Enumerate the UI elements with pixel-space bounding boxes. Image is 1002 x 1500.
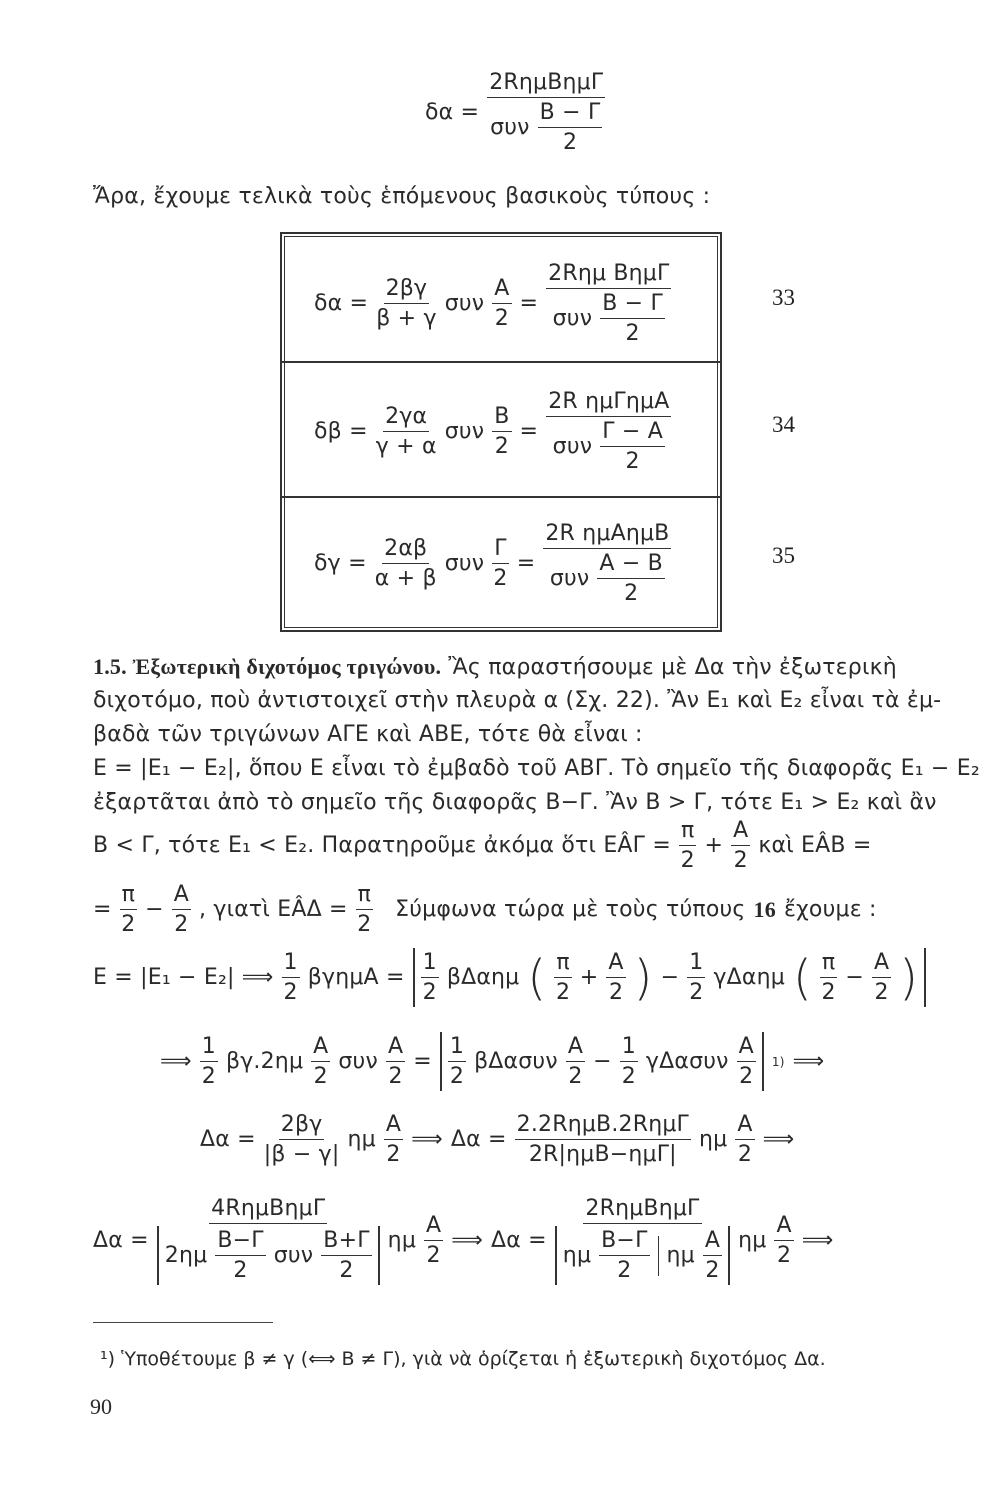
frac-num: A (566, 1034, 585, 1062)
half-fraction (448, 1034, 466, 1089)
frac-den: 2R|ημB−ημΓ| (528, 1142, 677, 1167)
frac-den: 2 (386, 1142, 401, 1167)
sin-label: ημ (387, 1228, 417, 1253)
frac-num: B−Γ (599, 1228, 649, 1256)
frac-den: 2 (705, 1258, 720, 1283)
frac-num: 2R ημAημB (543, 521, 671, 549)
frac-den: 2 (776, 1243, 792, 1268)
frac-den: 2 (357, 912, 372, 937)
half-fraction (620, 1034, 638, 1089)
frac-num: A − B (597, 551, 665, 579)
equation-term: βΔασυν (474, 1049, 558, 1074)
frac-num: 2βγ (384, 276, 430, 304)
half-fraction (687, 950, 705, 1005)
formula-reference: 16 (753, 896, 776, 922)
A-over-2 (566, 1034, 585, 1089)
formula-frac (600, 291, 665, 346)
equation-term: βΔαημ (446, 965, 520, 990)
footnote: ¹) Ὑποθέτουμε β ≠ γ (⟺ B ≠ Γ), γιὰ νὰ ὁρίζεται ἡ ἐξωτερικὴ διχοτόμος Δα. (100, 1348, 826, 1370)
frac-num: 2γα (383, 404, 429, 432)
frac-den: 2 (621, 1064, 636, 1089)
section-line-6 (93, 818, 872, 873)
frac-num: B − Γ (600, 291, 665, 319)
top-formula-lhs: δα = (425, 100, 480, 125)
frac-num: A (311, 1034, 330, 1062)
formula-frac (597, 551, 665, 606)
frac-num: 4RημBημΓ (209, 1196, 327, 1224)
section-line-2: διχοτόμο, ποὺ ἀντιστοιχεῖ στὴν πλευρὰ α (Σχ. 22). Ἂν E₁ καὶ E₂ εἶναι τὰ ἐμ- (93, 688, 942, 713)
frac-num: 2αβ (382, 536, 429, 564)
equation-term: βγημA = (307, 965, 405, 990)
A-over-2 (172, 882, 191, 937)
intro-text: Ἄρα, ἔχουμε τελικὰ τοὺς ἑπόμενους βασικοὺς τύπους : (93, 184, 711, 209)
formula-frac (376, 276, 436, 331)
section-line-7 (93, 882, 877, 937)
frac-num: Γ − A (600, 419, 665, 447)
top-formula-fraction (487, 70, 605, 155)
pi-over-2 (820, 950, 837, 1005)
section-text: καὶ EÂB = (758, 833, 872, 858)
sin-label: ημ (347, 1127, 376, 1152)
half-angle-fraction (538, 100, 603, 155)
formula-row-34 (282, 372, 720, 490)
frac-den: 2 (568, 1064, 583, 1089)
frac-num: A (735, 1112, 754, 1140)
formula-row-35 (282, 504, 720, 622)
half-angle-fraction (321, 1228, 371, 1283)
equation-term: βγ.2ημ (225, 1049, 304, 1074)
absolute-value (555, 1226, 730, 1285)
frac-den: α + β (374, 565, 437, 591)
frac-den (550, 549, 665, 606)
A-over-2 (737, 1034, 756, 1089)
frac-num: 2Rημ BημΓ (546, 261, 671, 289)
frac-num: 1 (200, 1034, 218, 1062)
frac-den: 2 (426, 1243, 441, 1268)
frac-den (157, 1224, 380, 1285)
left-paren: ( (527, 949, 547, 1006)
frac-den: 2 (625, 320, 640, 346)
frac-den: 2 (874, 980, 889, 1005)
frac-num: A (606, 950, 625, 978)
cos-label: συν (552, 305, 593, 331)
frac-den: 2 (388, 1064, 403, 1089)
frac-den: 2 (283, 980, 298, 1005)
implies-arrow: ⟹ (451, 1228, 484, 1253)
minus-sign: − (660, 965, 680, 990)
page-number: 90 (90, 1394, 112, 1419)
frac-num: 2R ημΓημA (546, 389, 671, 417)
A-over-2 (872, 950, 891, 1005)
frac-den: 2 (625, 448, 640, 474)
frac-den: 2 (821, 980, 836, 1005)
frac-num: A (872, 950, 891, 978)
equals-sign: = (519, 290, 539, 316)
equation-term: γΔαημ (713, 965, 785, 990)
frac-den: 2 (121, 912, 136, 937)
frac-num: 1 (448, 1034, 466, 1062)
section-line-4: E = |E₁ − E₂|, ὅπου E εἶναι τὸ ἐμβαδὸ τοῦ ABΓ. Τὸ σημεῖο τῆς διαφορᾶς E₁ − E₂ (93, 756, 980, 781)
equation-3 (200, 1112, 794, 1167)
equals-sign: = (519, 418, 539, 444)
formula-box (280, 232, 722, 632)
frac-num: 1 (282, 950, 300, 978)
frac-den: 2 (608, 980, 624, 1005)
frac-den: 2 (494, 433, 509, 459)
frac-den (553, 417, 665, 474)
frac-den: γ + α (375, 433, 437, 459)
frac-den: 2 (624, 580, 639, 606)
equation-frac (264, 1112, 340, 1167)
pi-over-2 (356, 882, 373, 937)
equation-frac (157, 1196, 380, 1285)
equation-lhs: Δα = (450, 1127, 507, 1152)
formula-frac (492, 276, 511, 331)
frac-den: 2 (233, 1258, 248, 1283)
formula-frac (492, 536, 508, 591)
top-formula-numerator: 2RημBημΓ (487, 70, 605, 98)
cos-label: συν (273, 1243, 314, 1268)
equals-sign: = (413, 1049, 432, 1074)
frac-den: 2 (201, 1064, 216, 1089)
A-over-2 (731, 818, 750, 873)
formula-lhs: δα = (314, 290, 369, 316)
section-line-1 (93, 654, 897, 680)
half-angle-fraction (215, 1228, 265, 1283)
equation-2 (160, 1032, 824, 1091)
frac-den: 2 (689, 980, 704, 1005)
cos-label: συν (552, 433, 593, 459)
frac-den: |β − γ| (263, 1142, 340, 1167)
plus-sign: + (579, 965, 599, 990)
formula-frac (492, 404, 511, 459)
frac-num: Γ (492, 536, 508, 564)
frac-num: 2.2RημB.2RημΓ (515, 1112, 691, 1140)
cos-label: συν (338, 1049, 378, 1074)
pi-over-2 (120, 882, 137, 937)
formula-frac (600, 419, 665, 474)
half-fraction (200, 1034, 218, 1089)
frac-num: A (172, 882, 191, 910)
top-formula-denominator (490, 98, 602, 155)
frac-num: 2βγ (279, 1112, 325, 1140)
sin-label: ημ (699, 1127, 728, 1152)
right-paren: ) (899, 949, 919, 1006)
implies-arrow: ⟹ (801, 1228, 834, 1253)
formula-row-33 (282, 244, 720, 362)
footnote-rule (93, 1322, 273, 1323)
cos-label: συν (549, 565, 590, 591)
formula-frac (543, 521, 671, 606)
left-paren: ( (792, 949, 812, 1006)
A-over-2 (606, 950, 625, 1005)
cos-label: συν (444, 290, 485, 316)
equation-4 (93, 1196, 833, 1285)
pi-over-2 (554, 950, 571, 1005)
absolute-value (440, 1032, 764, 1091)
formula-frac (375, 536, 437, 591)
equation-number-33: 33 (772, 285, 795, 310)
section-line-5: ἐξαρτᾶται ἀπὸ τὸ σημεῖο τῆς διαφορᾶς B−Γ. Ἂν B > Γ, τότε E₁ > E₂ καὶ ἂν (93, 790, 937, 815)
equation-number-34: 34 (772, 412, 795, 437)
minus-sign: − (593, 1049, 612, 1074)
cos-label: συν (444, 418, 485, 444)
formula-frac (546, 261, 671, 346)
frac-den: 2 (737, 1142, 753, 1167)
sin-label: ημ (666, 1243, 695, 1268)
frac-den: 2 (493, 565, 508, 591)
absolute-value (157, 1226, 380, 1285)
frac-num: π (820, 950, 837, 978)
frac-den: 2 (617, 1258, 632, 1283)
frac-num: π (554, 950, 571, 978)
frac-num: 1 (421, 950, 439, 978)
half-angle-den: 2 (562, 130, 578, 155)
section-text: Σύμφωνα τώρα μὲ τοὺς τύπους (395, 897, 746, 922)
section-text: , γιατὶ EÂΔ = (198, 897, 348, 922)
frac-den: 2 (494, 305, 509, 331)
equation-lhs: Δα = (93, 1228, 149, 1253)
frac-num: π (120, 882, 137, 910)
minus-sign: − (845, 965, 864, 990)
A-over-2 (311, 1034, 330, 1089)
frac-num: A (731, 818, 750, 846)
A-over-2 (384, 1112, 403, 1167)
equation-number-35: 35 (772, 543, 795, 568)
equation-frac (555, 1196, 730, 1285)
frac-num: 1 (620, 1034, 638, 1062)
A-over-2 (386, 1034, 405, 1089)
separator-bar (658, 1236, 659, 1276)
frac-den: 2 (555, 980, 571, 1005)
A-over-2 (735, 1112, 754, 1167)
frac-den (553, 289, 665, 346)
equation-frac (515, 1112, 691, 1167)
implies-arrow: ⟹ (411, 1127, 443, 1152)
frac-den: 2 (339, 1258, 354, 1283)
frac-num: A (774, 1213, 793, 1241)
section-line-3: βαδὰ τῶν τριγώνων AΓE καὶ ABE, τότε θὰ εἶναι : (93, 722, 643, 747)
half-fraction (421, 950, 439, 1005)
footnote-marker: 1) (771, 1054, 785, 1069)
frac-num: B (492, 404, 511, 432)
formula-lhs: δγ = (314, 550, 367, 576)
frac-den: 2 (733, 848, 748, 873)
equals-sign: = (93, 897, 112, 922)
frac-num: A (737, 1034, 756, 1062)
frac-num: A (492, 276, 511, 304)
frac-den: 2 (739, 1064, 754, 1089)
frac-den: 2 (422, 980, 437, 1005)
section-heading: 1.5. Ἐξωτερικὴ διχοτόμος τριγώνου. (93, 654, 442, 679)
section-text: B < Γ, τότε E₁ < E₂. Παρατηροῦμε ἀκόμα ὅτι EÂΓ = (93, 833, 671, 858)
frac-num: π (679, 818, 696, 846)
equation-1 (93, 948, 926, 1007)
frac-num: A (703, 1228, 722, 1256)
plus-sign: + (704, 833, 724, 858)
frac-num: A (386, 1034, 405, 1062)
top-formula (425, 70, 605, 155)
implies-arrow: ⟹ (160, 1049, 192, 1074)
cos-label: συν (444, 550, 485, 576)
frac-num: π (356, 882, 373, 910)
sin-label: ημ (562, 1243, 592, 1268)
half-angle-num: B − Γ (538, 100, 603, 128)
frac-den: β + γ (376, 305, 437, 331)
sin-label: ημ (738, 1228, 767, 1253)
A-over-2 (774, 1213, 793, 1268)
right-paren: ) (633, 949, 653, 1006)
frac-den (555, 1224, 730, 1285)
implies-arrow: ⟹ (792, 1049, 825, 1074)
frac-den: 2 (680, 848, 695, 873)
equation-term: 2ημ (164, 1243, 208, 1268)
formula-frac (546, 389, 671, 474)
frac-den: 2 (174, 912, 189, 937)
section-text: ἔχουμε : (783, 897, 877, 922)
equation-lhs: Δα = (200, 1127, 256, 1152)
half-fraction (282, 950, 300, 1005)
equation-lhs: Δα = (491, 1228, 547, 1253)
frac-num: 2RημBημΓ (583, 1196, 701, 1224)
cos-label: συν (490, 115, 530, 140)
equals-sign: = (516, 550, 536, 576)
section-text: Ἂς παραστήσουμε μὲ Δα τὴν ἐξωτερικὴ (448, 655, 897, 680)
minus-sign: − (145, 897, 164, 922)
half-angle-fraction (599, 1228, 649, 1283)
box-divider (282, 361, 720, 363)
absolute-value (413, 948, 927, 1007)
frac-den: 2 (449, 1064, 465, 1089)
A-over-2 (703, 1228, 722, 1283)
formula-frac (376, 404, 437, 459)
frac-den: 2 (313, 1064, 328, 1089)
frac-num: 1 (687, 950, 705, 978)
formula-lhs: δβ = (314, 418, 368, 444)
frac-num: A (384, 1112, 403, 1140)
box-divider (282, 496, 720, 498)
frac-num: B−Γ (215, 1228, 265, 1256)
A-over-2 (424, 1213, 443, 1268)
frac-num: B+Γ (321, 1228, 371, 1256)
equation-lhs: E = |E₁ − E₂| ⟹ (93, 965, 274, 990)
implies-arrow: ⟹ (762, 1127, 795, 1152)
equation-term: γΔασυν (645, 1049, 729, 1074)
pi-over-2 (679, 818, 696, 873)
frac-num: A (424, 1213, 443, 1241)
